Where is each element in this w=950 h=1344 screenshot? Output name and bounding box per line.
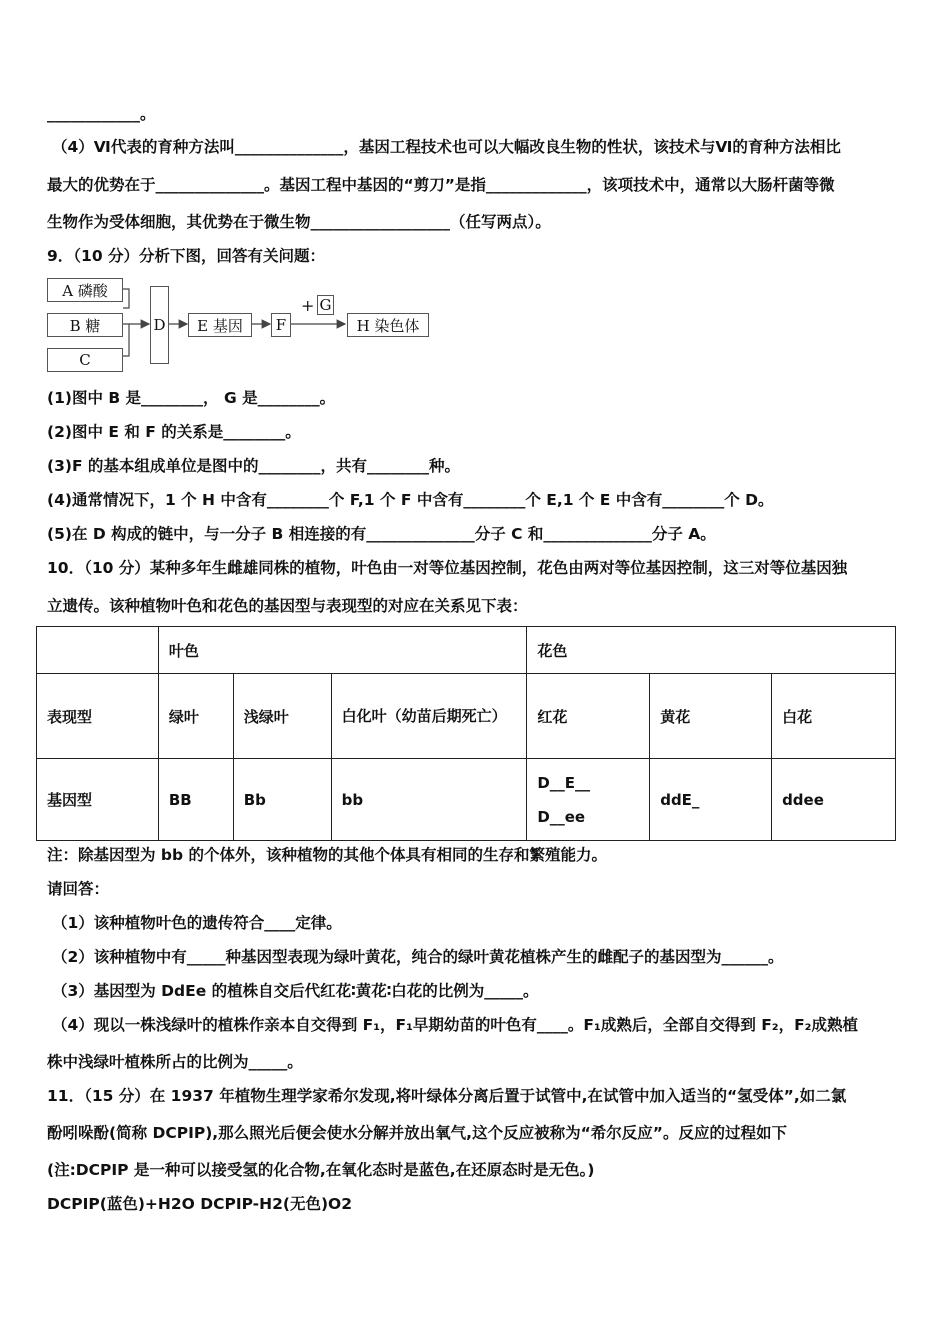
- genotype-cell: ddee: [772, 759, 896, 841]
- genotype-cell: D__E__ D__ee: [527, 759, 650, 841]
- q8-part4-line1: （4）Ⅵ代表的育种方法叫______________，基因工程技术也可以大幅改良生物的性状，该技术与Ⅵ的育种方法相比: [52, 138, 841, 156]
- genotype-cell: Bb: [233, 759, 331, 841]
- table-corner-cell: [37, 627, 159, 674]
- box-a-phosphate: A 磷酸: [47, 278, 123, 302]
- q11-line1: 11．（15 分）在 1937 年植物生理学家希尔发现,将叶绿体分离后置于试管中,在试管中加入适当的“氢受体”,如二氯: [47, 1087, 847, 1105]
- plus-sign: +: [301, 296, 315, 315]
- q10-note: 注：除基因型为 bb 的个体外，该种植物的其他个体具有相同的生存和繁殖能力。: [47, 846, 607, 864]
- q9-sub3: (3)F 的基本组成单位是图中的________，共有________种。: [47, 457, 460, 475]
- q9-sub2: (2)图中 E 和 F 的关系是________。: [47, 423, 301, 441]
- box-d: D: [150, 286, 169, 364]
- answer-blank-line: ____________。: [47, 105, 156, 123]
- genotype-cell: BB: [158, 759, 233, 841]
- phenotype-cell: 浅绿叶: [233, 674, 331, 759]
- box-f: F: [271, 313, 291, 337]
- genotype-cell: bb: [331, 759, 527, 841]
- phenotype-label: 表现型: [37, 674, 159, 759]
- q11-line2: 酚吲哚酚(简称 DCPIP),那么照光后便会使水分解并放出氧气,这个反应被称为“希尔反应”。反应的过程如下: [47, 1124, 787, 1142]
- box-e-gene: E 基因: [188, 313, 252, 337]
- phenotype-cell: 黄花: [650, 674, 772, 759]
- q8-part4-line2: 最大的优势在于______________。基因工程中基因的“剪刀”是指_____________，该项技术中，通常以大肠杆菌等微: [47, 176, 835, 194]
- phenotype-cell: 红花: [527, 674, 650, 759]
- q9-sub5: (5)在 D 构成的链中，与一分子 B 相连接的有______________分子 C 和______________分子 A。: [47, 525, 716, 543]
- table-row-phenotype: [37, 674, 896, 759]
- q11-reaction: DCPIP(蓝色)+H2O DCPIP-H2(无色)O2: [47, 1195, 352, 1213]
- phenotype-cell: 白化叶（幼苗后期死亡）: [331, 674, 527, 759]
- q10-sub4-line1: （4）现以一株浅绿叶的植株作亲本自交得到 F₁，F₁早期幼苗的叶色有____。F₁成熟后，全部自交得到 F₂，F₂成熟植: [52, 1016, 858, 1034]
- table-header-row: [37, 627, 896, 674]
- genotype-phenotype-table: [36, 626, 896, 841]
- q9-sub1: (1)图中 B 是________， G 是________。: [47, 389, 336, 407]
- q10-sub1: （1）该种植物叶色的遗传符合____定律。: [52, 914, 342, 932]
- box-g: G: [317, 295, 334, 315]
- q9-stem: 9．（10 分）分析下图，回答有关问题：: [47, 247, 326, 265]
- q10-sub2: （2）该种植物中有_____种基因型表现为绿叶黄花，纯合的绿叶黄花植株产生的雌配子的基因型为______。: [52, 948, 784, 966]
- gene-structure-diagram: [45, 276, 430, 376]
- q11-line3: (注:DCPIP 是一种可以接受氢的化合物,在氧化态时是蓝色,在还原态时是无色。): [47, 1161, 595, 1179]
- q8-part4-line3: 生物作为受体细胞，其优势在于微生物__________________（任写两点）。: [47, 213, 551, 231]
- leaf-color-header: 叶色: [158, 627, 527, 674]
- box-b-sugar: B 糖: [47, 313, 123, 337]
- box-h-chromosome: H 染色体: [347, 313, 429, 337]
- box-c: C: [47, 348, 123, 372]
- q9-sub4: (4)通常情况下，1 个 H 中含有________个 F,1 个 F 中含有________个 E,1 个 E 中含有________个 D。: [47, 491, 774, 509]
- genotype-label: 基因型: [37, 759, 159, 841]
- q10-stem-line2: 立遗传。该种植物叶色和花色的基因型与表现型的对应在关系见下表：: [47, 597, 528, 615]
- q10-stem-line1: 10．（10 分）某种多年生雌雄同株的植物，叶色由一对等位基因控制，花色由两对等位基因控制，这三对等位基因独: [47, 559, 848, 577]
- q10-sub3: （3）基因型为 DdEe 的植株自交后代红花∶黄花∶白花的比例为_____。: [52, 982, 539, 1000]
- phenotype-cell: 白花: [772, 674, 896, 759]
- genotype-cell: ddE_: [650, 759, 772, 841]
- q10-ask: 请回答：: [47, 880, 110, 898]
- q10-sub4-line2: 株中浅绿叶植株所占的比例为_____。: [47, 1053, 303, 1071]
- flower-color-header: 花色: [527, 627, 896, 674]
- phenotype-cell: 绿叶: [158, 674, 233, 759]
- table-row-genotype: [37, 759, 896, 841]
